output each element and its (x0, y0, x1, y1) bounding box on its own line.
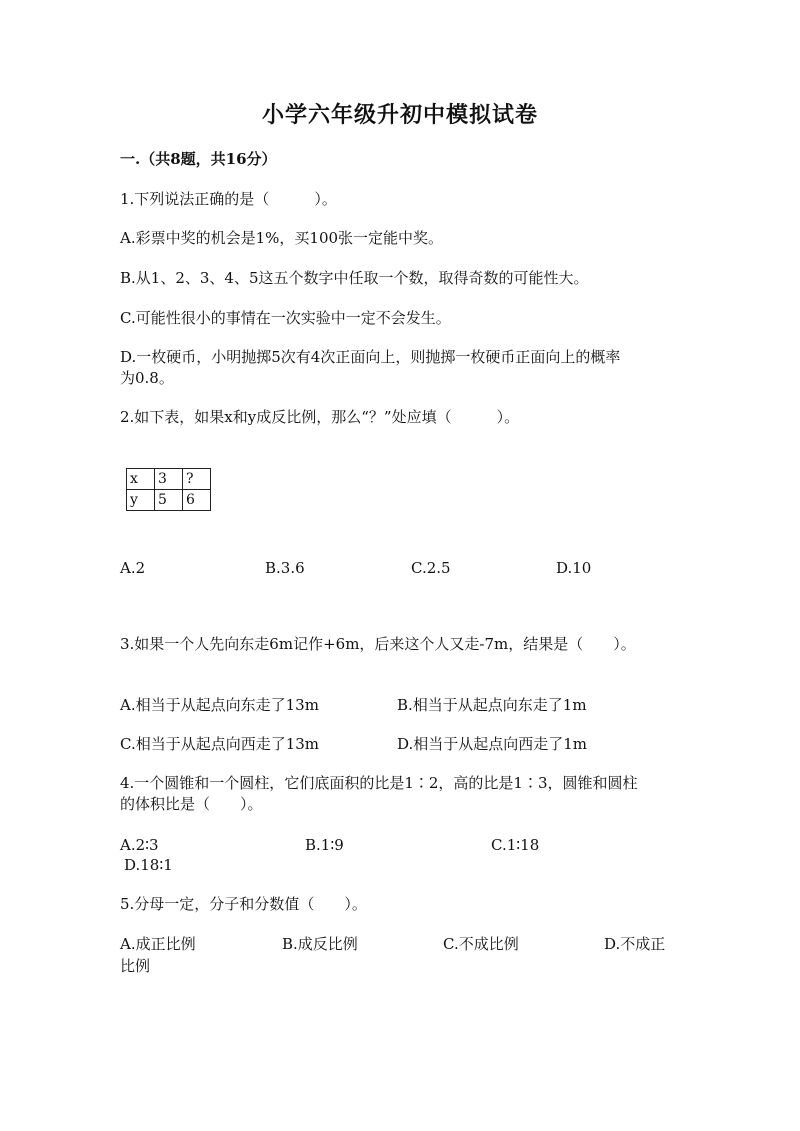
question-1-option-d-continued: 为0.8。 (120, 369, 174, 387)
question-3-option-d: D.相当于从起点向西走了1m (397, 735, 588, 753)
question-2-option-c: C.2.5 (411, 559, 451, 577)
question-4-stem: 4.一个圆锥和一个圆柱，它们底面积的比是1∶2，高的比是1∶3，圆锥和圆柱 (120, 774, 638, 792)
question-4-option-b: B.1∶9 (305, 836, 344, 854)
table-cell: 6 (183, 490, 211, 511)
table-row (127, 469, 211, 490)
question-5-option-d: D.不成正 (604, 935, 666, 953)
question-4-option-d: D.18∶1 (124, 856, 173, 874)
question-2-option-a: A.2 (120, 559, 146, 577)
question-1-option-d: D.一枚硬币，小明抛掷5次有4次正面向上，则抛掷一枚硬币正面向上的概率 (120, 348, 621, 366)
question-5-option-b: B.成反比例 (282, 935, 358, 953)
question-3-stem: 3.如果一个人先向东走6m记作+6m，后来这个人又走-7m，结果是（ ）。 (120, 635, 636, 653)
table-cell: 3 (155, 469, 183, 490)
xy-table (126, 468, 211, 511)
question-1-stem: 1.下列说法正确的是（ ）。 (120, 190, 337, 208)
question-1-option-a: A.彩票中奖的机会是1%，买100张一定能中奖。 (120, 229, 444, 247)
question-4-stem-continued: 的体积比是（ ）。 (120, 795, 263, 813)
table-row (127, 490, 211, 511)
question-3-option-b: B.相当于从起点向东走了1m (397, 696, 587, 714)
question-4-option-c: C.1∶18 (491, 836, 540, 854)
question-4-option-a: A.2∶3 (120, 836, 159, 854)
question-5-option-a: A.成正比例 (120, 935, 196, 953)
page-title: 小学六年级升初中模拟试卷 (261, 102, 538, 128)
question-1-option-b: B.从1、2、3、4、5这五个数字中任取一个数，取得奇数的可能性大。 (120, 269, 589, 287)
question-5-option-d-continued: 比例 (120, 957, 151, 975)
question-1-option-c: C.可能性很小的事情在一次实验中一定不会发生。 (120, 309, 451, 327)
question-2-option-b: B.3.6 (265, 559, 305, 577)
question-3-option-a: A.相当于从起点向东走了13m (120, 696, 319, 714)
question-2-option-d: D.10 (556, 559, 592, 577)
table-cell: y (127, 490, 155, 511)
question-2-stem: 2.如下表，如果x和y成反比例，那么“？”处应填（ ）。 (120, 408, 520, 426)
question-3-option-c: C.相当于从起点向西走了13m (120, 735, 320, 753)
question-5-option-c: C.不成比例 (443, 935, 519, 953)
table-cell: 5 (155, 490, 183, 511)
section-heading: 一.（共8题，共16分） (120, 150, 277, 168)
table-cell: x (127, 469, 155, 490)
question-5-stem: 5.分母一定，分子和分数值（ ）。 (120, 895, 367, 913)
table-cell: ? (183, 469, 211, 490)
